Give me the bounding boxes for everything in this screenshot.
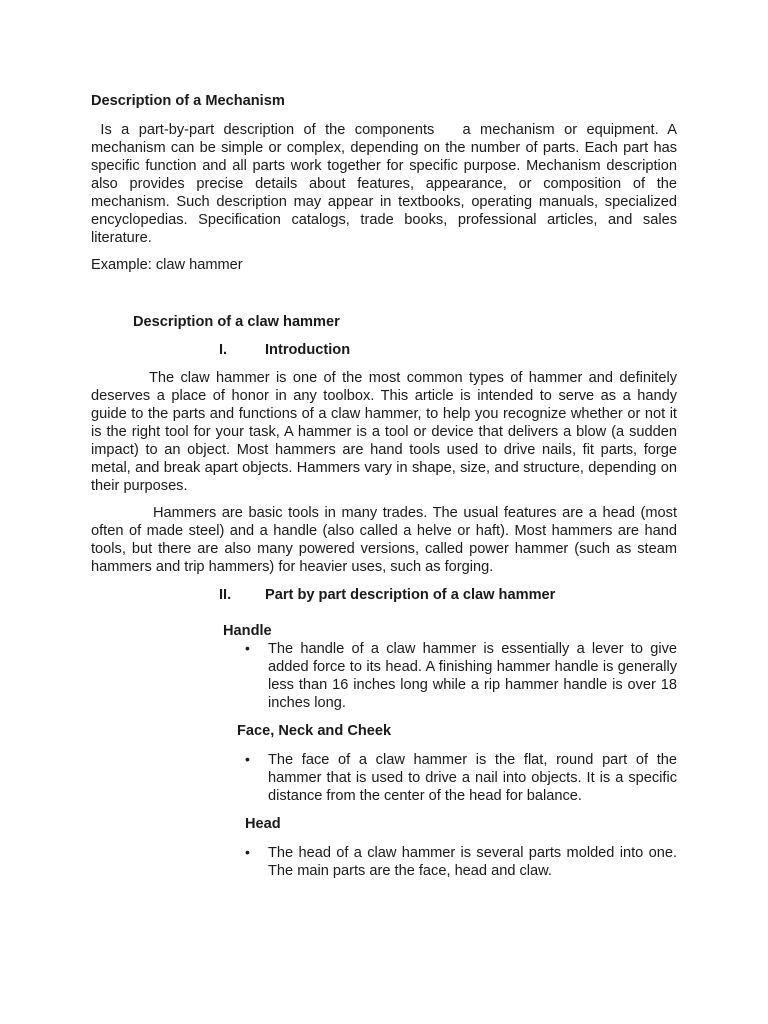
bullet-marker: • xyxy=(245,751,250,767)
part-text-head: The head of a claw hammer is several parts molded into one. The main parts are the face, head and claw. xyxy=(268,845,677,879)
bullet-marker: • xyxy=(245,640,250,656)
section-number: I. xyxy=(219,342,228,358)
section-number: II. xyxy=(219,587,232,603)
example-line: Example: claw hammer xyxy=(91,257,243,273)
part-text-handle: The handle of a claw hammer is essentially a lever to give added force to its head. A finishing hammer handle is generally less than 16 inches long while a rip hammer handle is over 18 inches long. xyxy=(268,641,677,711)
section-title: Part by part description of a claw hammer xyxy=(265,587,556,603)
intro-paragraph: Is a part-by-part description of the components a mechanism or equipment. A mechanism can be simple or complex, depending on the number of parts. Each part has specific function and all parts work together for specific purpose. Mechanism description also provides precise details about features, appearance, or composition of the mechanism. Such description may appear in textbooks, operating manuals, specialized encyclopedias. Specification catalogs, trade books, professional articles, and sales literature. xyxy=(91,122,682,246)
subtitle: Description of a claw hammer xyxy=(133,314,340,330)
document-title: Description of a Mechanism xyxy=(91,93,285,109)
part-heading-handle: Handle xyxy=(223,623,272,639)
part-text-face-neck-cheek: The face of a claw hammer is the flat, round part of the hammer that is used to drive a nail into objects. It is a specific distance from the center of the head for balance. xyxy=(268,752,677,804)
introduction-paragraph-2: Hammers are basic tools in many trades. The usual features are a head (most often of made steel) and a handle (also called a helve or haft). Most hammers are hand tools, but there are also many powered versions, called power hammer (such as steam hammers and trip hammers) for heavier uses, such as forging. xyxy=(91,505,677,575)
section-title: Introduction xyxy=(265,342,351,358)
part-heading-head: Head xyxy=(245,816,281,832)
introduction-paragraph-1: The claw hammer is one of the most common types of hammer and definitely deserves a place of honor in any toolbox. This article is intended to serve as a handy guide to the parts and functions of a claw hammer, to help you recognize whether or not it is the right tool for your task, A hammer is a tool or device that delivers a blow (a sudden impact) to an object. Most hammers are hand tools used to drive nails, fit parts, forge metal, and break apart objects. Hammers vary in shape, size, and structure, depending on their purposes. xyxy=(91,370,677,494)
bullet-marker: • xyxy=(245,844,250,860)
part-heading-face-neck-cheek: Face, Neck and Cheek xyxy=(237,723,392,739)
